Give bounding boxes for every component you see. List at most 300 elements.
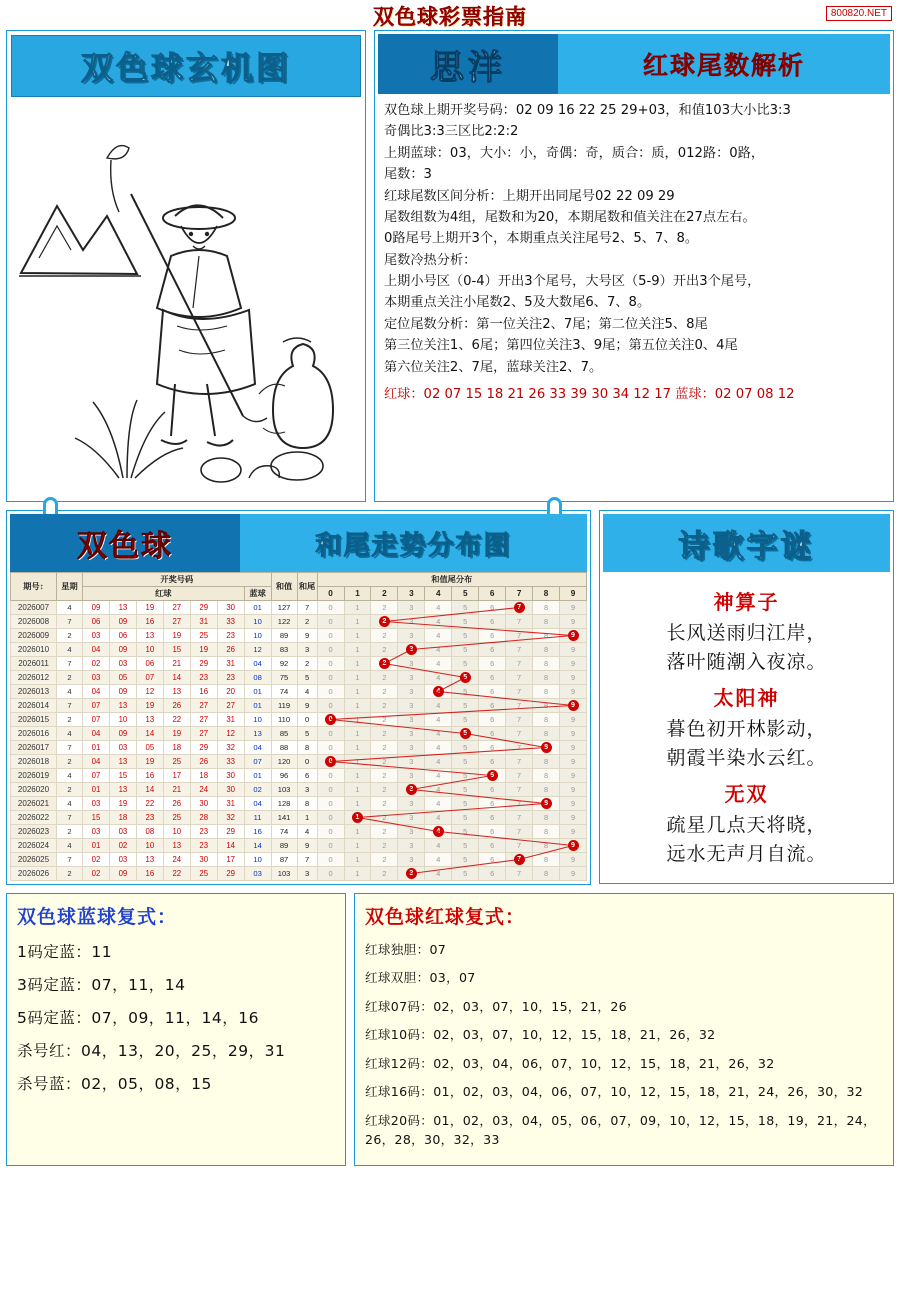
cell-red-ball: 10 — [136, 643, 163, 657]
cell-blue-ball: 01 — [244, 601, 271, 615]
table-header-row — [11, 573, 587, 587]
cell-digit: 2 — [371, 755, 398, 769]
cell-digit: 6 — [479, 727, 506, 741]
table-row[interactable] — [11, 657, 587, 671]
cell-red-ball: 09 — [109, 867, 136, 881]
analysis-line: 红球尾数区间分析：上期开出同尾号02 22 09 29 — [384, 188, 675, 204]
cell-digit: 6 — [479, 797, 506, 811]
cell-red-ball: 18 — [190, 769, 217, 783]
cell-digit: 9 — [560, 867, 587, 881]
cell-digit: 4 — [425, 713, 452, 727]
cell-digit: 8 — [533, 839, 560, 853]
xuanjitu-banner — [11, 35, 361, 97]
analysis-line: 尾数组数为4组，尾数和为20，本期尾数和值关注在27点左右。 — [384, 209, 756, 225]
trend-table-wrap — [10, 572, 587, 881]
xuanjitu-panel — [6, 30, 366, 502]
cell-hewei: 3 — [297, 783, 317, 797]
cell-hewei: 2 — [297, 657, 317, 671]
siyang-subtitle-box — [558, 34, 890, 94]
cell-digit: 1 — [344, 755, 371, 769]
cell-week: 2 — [57, 713, 83, 727]
red-box-row: 红球独胆：07 — [365, 941, 447, 957]
cell-red-ball: 04 — [83, 685, 110, 699]
cell-red-ball: 03 — [109, 657, 136, 671]
cell-qihao: 2026007 — [11, 601, 57, 615]
siyang-brand: 思洋 — [430, 47, 506, 88]
hit-ball: 3 — [406, 644, 417, 655]
cell-red-ball: 24 — [190, 783, 217, 797]
cell-red-ball: 23 — [190, 839, 217, 853]
th-xingqi: 星期 — [57, 573, 83, 601]
cell-digit: 7 — [506, 643, 533, 657]
cell-red-ball: 19 — [109, 797, 136, 811]
th-blue: 蓝球 — [244, 587, 271, 601]
cell-hewei: 4 — [297, 685, 317, 699]
cell-red-ball: 21 — [163, 783, 190, 797]
poem-banner — [603, 514, 890, 572]
cell-hewei: 0 — [297, 755, 317, 769]
cell-week: 4 — [57, 727, 83, 741]
ink-painting-figure-with-mountain-and-gourd — [11, 97, 361, 497]
page-title: 双色球彩票指南 — [373, 5, 527, 29]
cell-red-ball: 30 — [217, 769, 244, 783]
hit-ball: 5 — [460, 672, 471, 683]
cell-red-ball: 26 — [217, 643, 244, 657]
cell-digit: 9 — [560, 713, 587, 727]
cell-blue-ball: 10 — [244, 629, 271, 643]
cell-qihao: 2026024 — [11, 839, 57, 853]
table-row[interactable] — [11, 643, 587, 657]
cell-digit: 8 — [533, 825, 560, 839]
cell-red-ball: 17 — [163, 769, 190, 783]
cell-red-ball: 12 — [217, 727, 244, 741]
cell-blue-ball: 01 — [244, 769, 271, 783]
cell-digit: 1 — [344, 615, 371, 629]
cell-digit: 5 — [452, 769, 479, 783]
poem-line: 落叶随潮入夜凉。 — [666, 651, 827, 674]
trend-banner-right-label: 和尾走势分布图 — [315, 530, 512, 561]
poem-title: 太阳神 — [713, 685, 780, 710]
table-row[interactable] — [11, 839, 587, 853]
cell-digit: 8 — [533, 811, 560, 825]
cell-red-ball: 02 — [109, 839, 136, 853]
cell-digit: 6 — [479, 713, 506, 727]
cell-digit: 0 — [317, 699, 344, 713]
red-box-row: 红球10码：02，03，07，10，12，15，18，21，26，32 — [365, 1027, 716, 1042]
cell-qihao: 2026026 — [11, 867, 57, 881]
cell-digit: 7 — [506, 867, 533, 881]
cell-digit: 3 — [398, 727, 425, 741]
row-middle — [6, 510, 894, 885]
cell-hezhi: 103 — [271, 867, 297, 881]
cell-digit: 2 — [371, 601, 398, 615]
cell-digit: 6 — [479, 685, 506, 699]
cell-week: 4 — [57, 685, 83, 699]
cell-red-ball: 03 — [83, 671, 110, 685]
cell-hezhi: 110 — [271, 713, 297, 727]
cell-digit: 9 — [560, 671, 587, 685]
cell-digit: 7 — [506, 699, 533, 713]
cell-digit: 8 — [533, 643, 560, 657]
cell-digit: 0 — [317, 867, 344, 881]
poem-line: 长风送雨归江岸， — [666, 622, 827, 644]
cell-digit: 4 — [425, 657, 452, 671]
cell-digit: 3 — [398, 629, 425, 643]
cell-hewei: 0 — [297, 713, 317, 727]
cell-digit: 1 — [344, 825, 371, 839]
cell-red-ball: 13 — [163, 685, 190, 699]
cell-digit-hit — [398, 643, 425, 657]
cell-hezhi: 85 — [271, 727, 297, 741]
cell-digit: 9 — [560, 727, 587, 741]
cell-blue-ball: 01 — [244, 685, 271, 699]
cell-red-ball: 17 — [217, 853, 244, 867]
cell-digit-hit — [533, 741, 560, 755]
th-digit-7: 7 — [506, 587, 533, 601]
cell-red-ball: 06 — [109, 629, 136, 643]
cell-digit: 0 — [317, 811, 344, 825]
cell-digit: 5 — [452, 867, 479, 881]
cell-digit-hit — [371, 615, 398, 629]
cell-digit: 0 — [317, 839, 344, 853]
cell-digit: 3 — [398, 853, 425, 867]
cell-digit: 7 — [506, 713, 533, 727]
cell-red-ball: 13 — [136, 713, 163, 727]
table-row[interactable] — [11, 797, 587, 811]
cell-digit: 5 — [452, 797, 479, 811]
cell-digit: 9 — [560, 685, 587, 699]
cell-digit: 9 — [560, 825, 587, 839]
cell-red-ball: 13 — [109, 601, 136, 615]
cell-hewei: 1 — [297, 811, 317, 825]
table-row[interactable] — [11, 741, 587, 755]
trend-banner — [10, 514, 587, 572]
cell-digit: 4 — [425, 727, 452, 741]
xuanjitu-banner-label: 双色球玄机图 — [80, 49, 291, 87]
hit-ball: 0 — [325, 714, 336, 725]
cell-digit: 8 — [533, 699, 560, 713]
hit-ball: 2 — [379, 658, 390, 669]
cell-digit: 6 — [479, 853, 506, 867]
table-row[interactable] — [11, 825, 587, 839]
cell-red-ball: 09 — [109, 643, 136, 657]
cell-digit: 6 — [479, 839, 506, 853]
cell-digit: 7 — [506, 811, 533, 825]
cell-red-ball: 26 — [163, 797, 190, 811]
cell-digit: 9 — [560, 643, 587, 657]
cell-digit-hit — [506, 853, 533, 867]
cell-digit: 2 — [371, 629, 398, 643]
th-digit-0: 0 — [317, 587, 344, 601]
cell-red-ball: 13 — [136, 629, 163, 643]
table-row[interactable] — [11, 783, 587, 797]
cell-week: 7 — [57, 657, 83, 671]
cell-digit: 1 — [344, 769, 371, 783]
cell-red-ball: 23 — [136, 811, 163, 825]
cell-digit: 3 — [398, 839, 425, 853]
cell-digit: 1 — [344, 839, 371, 853]
table-row[interactable] — [11, 629, 587, 643]
cell-digit: 5 — [452, 811, 479, 825]
cell-blue-ball: 10 — [244, 853, 271, 867]
cell-hezhi: 119 — [271, 699, 297, 713]
cell-red-ball: 30 — [190, 797, 217, 811]
cell-digit: 7 — [506, 727, 533, 741]
cell-digit: 4 — [425, 797, 452, 811]
siyang-brand-box — [378, 34, 558, 94]
cell-digit: 4 — [425, 867, 452, 881]
cell-hewei: 3 — [297, 867, 317, 881]
trend-table-body — [11, 601, 587, 881]
analysis-line: 第六位关注2、7尾，蓝球关注2、7。 — [384, 359, 603, 375]
cell-blue-ball: 13 — [244, 727, 271, 741]
cell-digit: 1 — [344, 601, 371, 615]
cell-hewei: 9 — [297, 839, 317, 853]
cell-digit: 8 — [533, 713, 560, 727]
cell-week: 2 — [57, 755, 83, 769]
cell-red-ball: 03 — [109, 853, 136, 867]
cell-blue-ball: 04 — [244, 797, 271, 811]
cell-blue-ball: 10 — [244, 713, 271, 727]
cell-week: 7 — [57, 699, 83, 713]
cell-digit-hit — [425, 825, 452, 839]
cell-red-ball: 05 — [136, 741, 163, 755]
table-row[interactable] — [11, 671, 587, 685]
cell-red-ball: 29 — [190, 657, 217, 671]
table-row[interactable] — [11, 713, 587, 727]
cell-digit: 4 — [425, 853, 452, 867]
cell-digit: 1 — [344, 741, 371, 755]
table-row[interactable] — [11, 811, 587, 825]
cell-red-ball: 29 — [217, 867, 244, 881]
cell-red-ball: 10 — [109, 713, 136, 727]
cell-blue-ball: 01 — [244, 699, 271, 713]
cell-hezhi: 89 — [271, 839, 297, 853]
cell-digit: 9 — [560, 811, 587, 825]
cell-week: 4 — [57, 601, 83, 615]
cell-digit: 8 — [533, 769, 560, 783]
cell-digit: 9 — [560, 797, 587, 811]
hit-ball: 3 — [406, 868, 417, 879]
th-hewei: 和尾 — [297, 573, 317, 601]
cell-digit: 0 — [317, 643, 344, 657]
cell-blue-ball: 04 — [244, 657, 271, 671]
cell-digit: 3 — [398, 671, 425, 685]
cell-red-ball: 32 — [217, 741, 244, 755]
cell-red-ball: 13 — [163, 839, 190, 853]
cell-blue-ball: 10 — [244, 615, 271, 629]
hit-ball: 3 — [406, 784, 417, 795]
cell-qihao: 2026013 — [11, 685, 57, 699]
red-box-title: 双色球红球复式： — [365, 906, 526, 928]
cell-digit: 0 — [317, 629, 344, 643]
table-row[interactable] — [11, 769, 587, 783]
cell-hezhi: 103 — [271, 783, 297, 797]
cell-week: 2 — [57, 825, 83, 839]
cell-red-ball: 25 — [190, 629, 217, 643]
cell-digit-hit — [560, 839, 587, 853]
th-qihao[interactable]: 期号↕ — [11, 573, 57, 601]
red-box-row: 红球12码：02，03，04，06，07，10，12，15，18，21，26，32 — [365, 1055, 775, 1071]
blue-ball-combo-box — [6, 893, 346, 1166]
cell-digit: 0 — [317, 657, 344, 671]
cell-week: 2 — [57, 671, 83, 685]
cell-red-ball: 30 — [217, 783, 244, 797]
cell-digit: 9 — [560, 769, 587, 783]
cell-red-ball: 07 — [136, 671, 163, 685]
cell-digit: 5 — [452, 601, 479, 615]
cell-blue-ball: 12 — [244, 643, 271, 657]
hit-ball: 4 — [433, 826, 444, 837]
cell-digit: 8 — [533, 755, 560, 769]
cell-digit: 1 — [344, 727, 371, 741]
cell-digit: 6 — [479, 671, 506, 685]
cell-digit-hit — [560, 699, 587, 713]
cell-red-ball: 25 — [190, 867, 217, 881]
cell-digit: 0 — [317, 783, 344, 797]
cell-hewei: 5 — [297, 727, 317, 741]
red-box-row: 红球20码：01，02，03，04，05，06，07，09，10，12，15，18，19，21，24，26，28，30，32，33 — [365, 1112, 876, 1147]
hit-ball: 9 — [568, 840, 579, 851]
cell-digit: 8 — [533, 601, 560, 615]
th-digit-1: 1 — [344, 587, 371, 601]
cell-hewei: 8 — [297, 797, 317, 811]
cell-hezhi: 74 — [271, 685, 297, 699]
cell-qihao: 2026018 — [11, 755, 57, 769]
cell-qihao: 2026010 — [11, 643, 57, 657]
cell-digit: 1 — [344, 685, 371, 699]
table-row[interactable] — [11, 853, 587, 867]
cell-digit: 4 — [425, 755, 452, 769]
cell-red-ball: 31 — [217, 657, 244, 671]
cell-digit: 5 — [452, 755, 479, 769]
cell-digit: 2 — [371, 797, 398, 811]
cell-red-ball: 31 — [190, 615, 217, 629]
cell-red-ball: 15 — [109, 769, 136, 783]
cell-digit: 5 — [452, 699, 479, 713]
cell-red-ball: 06 — [136, 657, 163, 671]
siyang-banner — [378, 34, 890, 94]
cell-red-ball: 14 — [136, 727, 163, 741]
cell-red-ball: 25 — [163, 755, 190, 769]
cell-digit: 9 — [560, 615, 587, 629]
cell-red-ball: 14 — [136, 783, 163, 797]
cell-qihao: 2026011 — [11, 657, 57, 671]
row-bottom — [6, 893, 894, 1166]
cell-digit: 6 — [479, 825, 506, 839]
table-row[interactable] — [11, 727, 587, 741]
cell-blue-ball: 07 — [244, 755, 271, 769]
cell-digit: 7 — [506, 825, 533, 839]
hit-ball: 9 — [568, 700, 579, 711]
th-hezhi: 和值 — [271, 573, 297, 601]
cell-red-ball: 16 — [136, 867, 163, 881]
cell-digit: 7 — [506, 657, 533, 671]
cell-red-ball: 06 — [83, 615, 110, 629]
cell-red-ball: 27 — [190, 713, 217, 727]
cell-red-ball: 13 — [109, 783, 136, 797]
cell-digit: 4 — [425, 699, 452, 713]
hit-ball: 2 — [379, 616, 390, 627]
cell-digit: 8 — [533, 727, 560, 741]
cell-red-ball: 09 — [109, 727, 136, 741]
poem-banner-label: 诗歌字谜 — [678, 528, 815, 565]
cell-qihao: 2026021 — [11, 797, 57, 811]
cell-red-ball: 26 — [163, 699, 190, 713]
table-row[interactable] — [11, 685, 587, 699]
cell-digit: 9 — [560, 755, 587, 769]
cell-digit-hit — [344, 811, 371, 825]
cell-red-ball: 03 — [109, 825, 136, 839]
poem-line: 暮色初开林影动， — [666, 717, 827, 740]
cell-digit: 2 — [371, 783, 398, 797]
cell-red-ball: 04 — [83, 755, 110, 769]
cell-digit: 6 — [479, 615, 506, 629]
cell-qihao: 2026019 — [11, 769, 57, 783]
cell-hezhi: 75 — [271, 671, 297, 685]
cell-digit: 4 — [425, 643, 452, 657]
cell-digit: 5 — [452, 741, 479, 755]
cell-hewei: 5 — [297, 671, 317, 685]
cell-hezhi: 83 — [271, 643, 297, 657]
table-row[interactable] — [11, 615, 587, 629]
cell-digit: 8 — [533, 671, 560, 685]
table-row[interactable] — [11, 601, 587, 615]
cell-red-ball: 29 — [190, 601, 217, 615]
cell-red-ball: 03 — [83, 629, 110, 643]
analysis-line: 奇偶比3:3三区比2:2:2 — [384, 124, 519, 140]
table-row[interactable] — [11, 755, 587, 769]
cell-digit: 7 — [506, 769, 533, 783]
cell-digit-hit — [317, 713, 344, 727]
cell-hezhi: 120 — [271, 755, 297, 769]
analysis-line: 定位尾数分析：第一位关注2、7尾；第二位关注5、8尾 — [384, 316, 708, 332]
page-header — [6, 4, 894, 28]
cell-red-ball: 03 — [83, 825, 110, 839]
cell-week: 2 — [57, 867, 83, 881]
th-digit-2: 2 — [371, 587, 398, 601]
trend-banner-left — [10, 514, 240, 572]
cell-digit: 0 — [317, 671, 344, 685]
cell-qihao: 2026017 — [11, 741, 57, 755]
cell-digit: 6 — [479, 601, 506, 615]
cell-hezhi: 141 — [271, 811, 297, 825]
cell-red-ball: 24 — [163, 853, 190, 867]
table-row[interactable] — [11, 699, 587, 713]
cell-digit: 6 — [479, 811, 506, 825]
analysis-line: 本期重点关注小尾数2、5及大数尾6、7、8。 — [384, 295, 651, 311]
trend-banner-right — [240, 514, 587, 572]
table-row[interactable] — [11, 867, 587, 881]
cell-red-ball: 27 — [217, 699, 244, 713]
cell-red-ball: 10 — [163, 825, 190, 839]
red-box-row: 红球双胆：03，07 — [365, 970, 476, 985]
cell-digit: 4 — [425, 671, 452, 685]
cell-digit: 6 — [479, 867, 506, 881]
cell-digit: 7 — [506, 839, 533, 853]
cell-qihao: 2026016 — [11, 727, 57, 741]
poem-title: 神算子 — [713, 590, 780, 614]
cell-red-ball: 04 — [83, 643, 110, 657]
cell-digit: 2 — [371, 671, 398, 685]
cell-digit-hit — [425, 685, 452, 699]
cell-digit: 3 — [398, 755, 425, 769]
cell-digit: 5 — [452, 713, 479, 727]
cell-digit: 1 — [344, 713, 371, 727]
cell-red-ball: 31 — [217, 797, 244, 811]
cell-digit: 1 — [344, 853, 371, 867]
poem-line: 疏星几点天将晓， — [666, 813, 827, 836]
